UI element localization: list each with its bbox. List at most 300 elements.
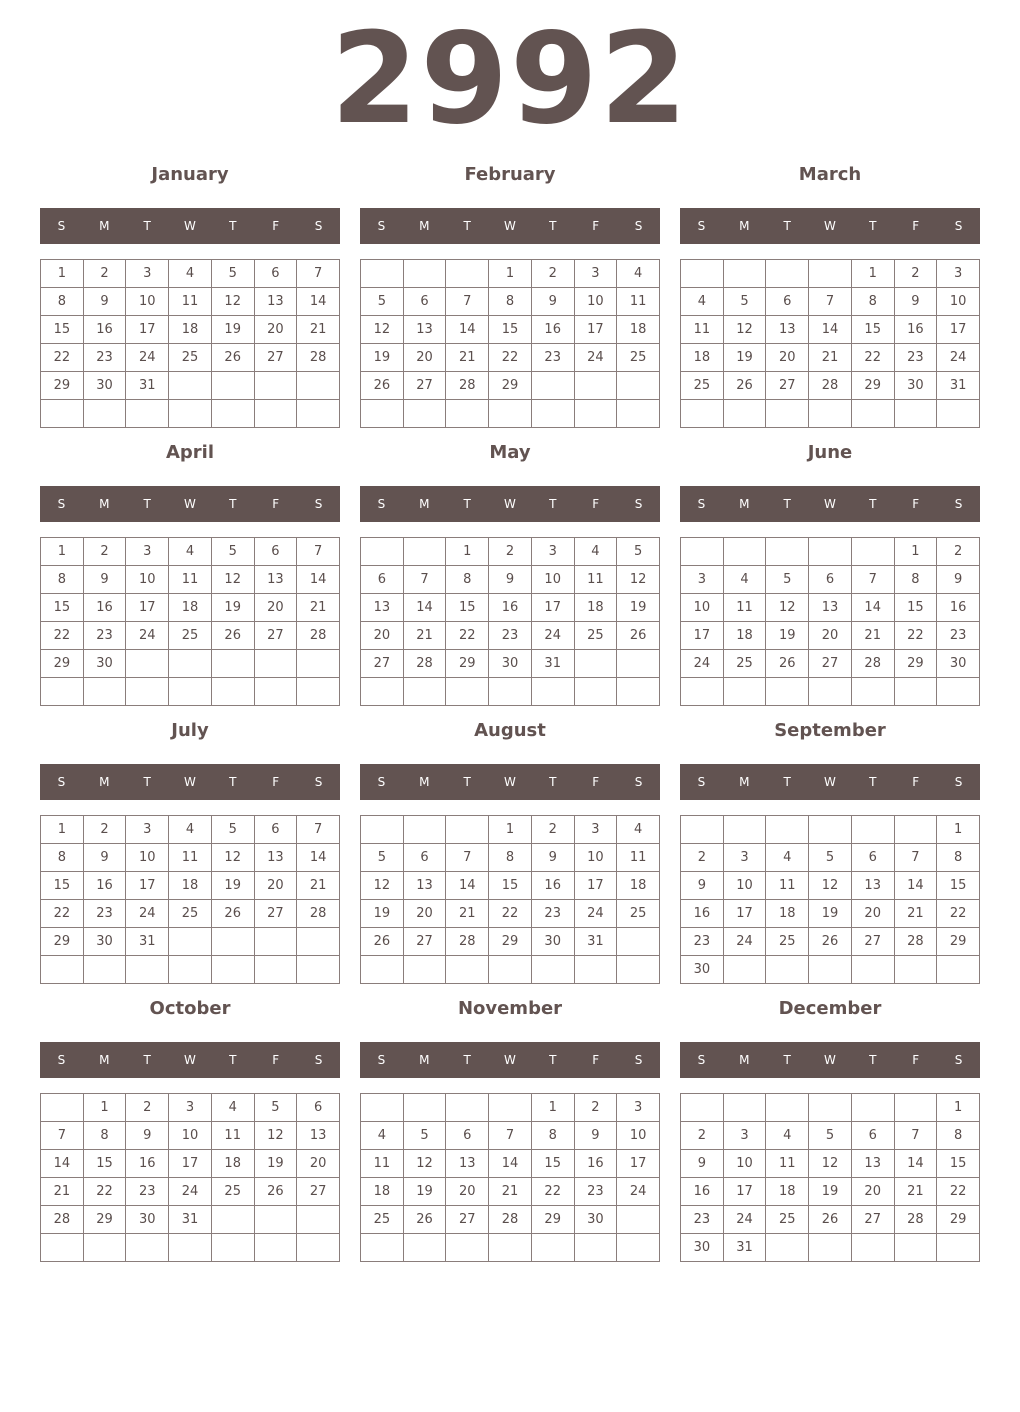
day-cell: 20 bbox=[446, 1178, 489, 1206]
empty-day-cell bbox=[84, 1234, 127, 1262]
day-cell: 20 bbox=[361, 622, 404, 650]
empty-day-cell bbox=[681, 816, 724, 844]
empty-day-cell bbox=[41, 400, 84, 428]
day-cell: 15 bbox=[446, 594, 489, 622]
empty-day-cell bbox=[766, 1234, 809, 1262]
day-cell: 22 bbox=[852, 344, 895, 372]
day-grid bbox=[680, 1093, 980, 1262]
day-cell: 4 bbox=[169, 260, 212, 288]
empty-day-cell bbox=[766, 956, 809, 984]
month-name: December bbox=[778, 998, 882, 1019]
day-cell: 8 bbox=[41, 844, 84, 872]
empty-day-cell bbox=[681, 400, 724, 428]
day-cell: 9 bbox=[532, 844, 575, 872]
day-cell: 10 bbox=[681, 594, 724, 622]
day-cell: 11 bbox=[169, 844, 212, 872]
empty-day-cell bbox=[212, 372, 255, 400]
day-cell: 2 bbox=[575, 1094, 618, 1122]
empty-day-cell bbox=[446, 816, 489, 844]
day-cell: 22 bbox=[489, 344, 532, 372]
weekday-label: W bbox=[824, 775, 836, 789]
empty-day-cell bbox=[361, 1234, 404, 1262]
day-cell: 3 bbox=[575, 260, 618, 288]
empty-day-cell bbox=[169, 928, 212, 956]
weekday-header bbox=[680, 1042, 980, 1078]
day-cell: 4 bbox=[361, 1122, 404, 1150]
weekday-label: T bbox=[783, 497, 791, 511]
weekday-label: F bbox=[272, 1053, 280, 1067]
empty-day-cell bbox=[297, 650, 340, 678]
day-cell: 24 bbox=[575, 344, 618, 372]
empty-day-cell bbox=[126, 678, 169, 706]
day-cell: 22 bbox=[937, 1178, 980, 1206]
empty-day-cell bbox=[809, 678, 852, 706]
day-cell: 10 bbox=[937, 288, 980, 316]
day-cell: 17 bbox=[169, 1150, 212, 1178]
weekday-header bbox=[360, 1042, 660, 1078]
empty-day-cell bbox=[532, 678, 575, 706]
day-cell: 1 bbox=[41, 538, 84, 566]
empty-day-cell bbox=[255, 1206, 298, 1234]
empty-day-cell bbox=[212, 956, 255, 984]
month-august bbox=[360, 716, 660, 984]
day-cell: 16 bbox=[532, 872, 575, 900]
day-cell: 2 bbox=[126, 1094, 169, 1122]
empty-day-cell bbox=[575, 956, 618, 984]
month-name: August bbox=[474, 720, 546, 741]
day-cell: 24 bbox=[575, 900, 618, 928]
empty-day-cell bbox=[255, 956, 298, 984]
empty-day-cell bbox=[84, 400, 127, 428]
weekday-label: M bbox=[739, 1053, 750, 1067]
day-cell: 11 bbox=[169, 566, 212, 594]
day-cell: 25 bbox=[361, 1206, 404, 1234]
weekday-label: S bbox=[697, 1053, 706, 1067]
day-cell: 18 bbox=[169, 872, 212, 900]
day-cell: 31 bbox=[126, 372, 169, 400]
day-cell: 6 bbox=[809, 566, 852, 594]
weekday-label: T bbox=[869, 219, 877, 233]
day-cell: 7 bbox=[297, 260, 340, 288]
day-grid bbox=[40, 537, 340, 706]
day-cell: 13 bbox=[297, 1122, 340, 1150]
day-cell: 28 bbox=[404, 650, 447, 678]
day-cell: 16 bbox=[84, 594, 127, 622]
empty-day-cell bbox=[809, 816, 852, 844]
day-grid bbox=[360, 259, 660, 428]
empty-day-cell bbox=[169, 400, 212, 428]
day-cell: 19 bbox=[809, 1178, 852, 1206]
day-cell: 21 bbox=[297, 316, 340, 344]
day-cell: 4 bbox=[169, 538, 212, 566]
day-grid bbox=[40, 259, 340, 428]
empty-day-cell bbox=[297, 372, 340, 400]
empty-day-cell bbox=[297, 678, 340, 706]
day-cell: 25 bbox=[169, 622, 212, 650]
day-cell: 15 bbox=[84, 1150, 127, 1178]
day-cell: 22 bbox=[937, 900, 980, 928]
day-cell: 28 bbox=[297, 622, 340, 650]
day-cell: 19 bbox=[809, 900, 852, 928]
day-cell: 4 bbox=[617, 816, 660, 844]
empty-day-cell bbox=[404, 956, 447, 984]
day-cell: 30 bbox=[84, 928, 127, 956]
day-cell: 18 bbox=[575, 594, 618, 622]
weekday-label: S bbox=[697, 775, 706, 789]
weekday-label: F bbox=[912, 775, 920, 789]
day-cell: 6 bbox=[852, 844, 895, 872]
empty-day-cell bbox=[446, 260, 489, 288]
empty-day-cell bbox=[297, 1234, 340, 1262]
empty-day-cell bbox=[41, 956, 84, 984]
day-cell: 9 bbox=[681, 872, 724, 900]
day-cell: 12 bbox=[212, 844, 255, 872]
day-cell: 23 bbox=[532, 344, 575, 372]
day-cell: 17 bbox=[575, 316, 618, 344]
day-cell: 28 bbox=[446, 372, 489, 400]
day-cell: 24 bbox=[169, 1178, 212, 1206]
empty-day-cell bbox=[169, 650, 212, 678]
empty-day-cell bbox=[255, 400, 298, 428]
empty-day-cell bbox=[297, 400, 340, 428]
day-cell: 30 bbox=[84, 650, 127, 678]
day-cell: 15 bbox=[41, 316, 84, 344]
day-cell: 19 bbox=[404, 1178, 447, 1206]
empty-day-cell bbox=[724, 956, 767, 984]
empty-day-cell bbox=[617, 1234, 660, 1262]
weekday-label: T bbox=[143, 775, 151, 789]
year-title: 2992 bbox=[330, 5, 690, 152]
empty-day-cell bbox=[809, 260, 852, 288]
day-cell: 10 bbox=[126, 844, 169, 872]
day-cell: 14 bbox=[446, 872, 489, 900]
day-cell: 5 bbox=[724, 288, 767, 316]
day-cell: 27 bbox=[809, 650, 852, 678]
day-cell: 29 bbox=[489, 928, 532, 956]
day-cell: 2 bbox=[937, 538, 980, 566]
weekday-label: S bbox=[634, 497, 643, 511]
weekday-label: S bbox=[314, 497, 323, 511]
empty-day-cell bbox=[446, 678, 489, 706]
weekday-label: S bbox=[314, 1053, 323, 1067]
day-cell: 26 bbox=[809, 928, 852, 956]
empty-day-cell bbox=[724, 538, 767, 566]
day-cell: 18 bbox=[724, 622, 767, 650]
day-cell: 6 bbox=[852, 1122, 895, 1150]
day-cell: 3 bbox=[724, 844, 767, 872]
day-cell: 19 bbox=[255, 1150, 298, 1178]
empty-day-cell bbox=[404, 678, 447, 706]
empty-day-cell bbox=[212, 1234, 255, 1262]
day-cell: 12 bbox=[404, 1150, 447, 1178]
day-cell: 4 bbox=[169, 816, 212, 844]
empty-day-cell bbox=[724, 260, 767, 288]
day-cell: 5 bbox=[212, 260, 255, 288]
day-cell: 18 bbox=[617, 872, 660, 900]
day-cell: 19 bbox=[212, 316, 255, 344]
empty-day-cell bbox=[84, 678, 127, 706]
day-cell: 16 bbox=[895, 316, 938, 344]
day-cell: 29 bbox=[41, 928, 84, 956]
day-cell: 28 bbox=[446, 928, 489, 956]
weekday-label: S bbox=[377, 219, 386, 233]
weekday-header bbox=[40, 764, 340, 800]
day-cell: 2 bbox=[895, 260, 938, 288]
empty-day-cell bbox=[809, 400, 852, 428]
month-january bbox=[40, 160, 340, 428]
day-cell: 18 bbox=[361, 1178, 404, 1206]
day-cell: 13 bbox=[766, 316, 809, 344]
day-cell: 5 bbox=[361, 844, 404, 872]
day-cell: 23 bbox=[84, 900, 127, 928]
day-cell: 29 bbox=[446, 650, 489, 678]
month-name: October bbox=[149, 998, 231, 1019]
day-cell: 15 bbox=[41, 872, 84, 900]
empty-day-cell bbox=[575, 400, 618, 428]
day-cell: 27 bbox=[852, 928, 895, 956]
day-cell: 25 bbox=[766, 928, 809, 956]
day-cell: 29 bbox=[41, 650, 84, 678]
day-cell: 21 bbox=[297, 872, 340, 900]
day-cell: 1 bbox=[532, 1094, 575, 1122]
day-cell: 17 bbox=[724, 900, 767, 928]
month-name: March bbox=[798, 164, 862, 185]
day-cell: 14 bbox=[297, 844, 340, 872]
day-cell: 14 bbox=[852, 594, 895, 622]
day-cell: 4 bbox=[212, 1094, 255, 1122]
day-cell: 20 bbox=[852, 900, 895, 928]
day-cell: 22 bbox=[41, 622, 84, 650]
empty-day-cell bbox=[361, 816, 404, 844]
day-cell: 3 bbox=[575, 816, 618, 844]
empty-day-cell bbox=[852, 1094, 895, 1122]
day-cell: 14 bbox=[297, 288, 340, 316]
empty-day-cell bbox=[937, 678, 980, 706]
day-cell: 16 bbox=[84, 316, 127, 344]
day-cell: 17 bbox=[126, 316, 169, 344]
day-cell: 25 bbox=[724, 650, 767, 678]
day-cell: 18 bbox=[617, 316, 660, 344]
weekday-label: T bbox=[143, 1053, 151, 1067]
day-cell: 11 bbox=[212, 1122, 255, 1150]
day-cell: 5 bbox=[617, 538, 660, 566]
month-name: June bbox=[807, 442, 853, 463]
day-cell: 29 bbox=[532, 1206, 575, 1234]
weekday-label: T bbox=[549, 219, 557, 233]
day-cell: 9 bbox=[895, 288, 938, 316]
day-cell: 19 bbox=[361, 900, 404, 928]
day-grid bbox=[360, 1093, 660, 1262]
day-cell: 14 bbox=[446, 316, 489, 344]
day-cell: 6 bbox=[255, 260, 298, 288]
day-cell: 10 bbox=[126, 288, 169, 316]
day-cell: 15 bbox=[937, 872, 980, 900]
day-cell: 17 bbox=[126, 872, 169, 900]
day-cell: 3 bbox=[126, 260, 169, 288]
day-cell: 8 bbox=[489, 844, 532, 872]
day-cell: 26 bbox=[255, 1178, 298, 1206]
day-cell: 7 bbox=[895, 1122, 938, 1150]
empty-day-cell bbox=[617, 400, 660, 428]
weekday-label: W bbox=[824, 1053, 836, 1067]
weekday-label: S bbox=[377, 775, 386, 789]
day-cell: 25 bbox=[766, 1206, 809, 1234]
day-cell: 5 bbox=[212, 538, 255, 566]
empty-day-cell bbox=[575, 1234, 618, 1262]
empty-day-cell bbox=[724, 400, 767, 428]
day-cell: 29 bbox=[895, 650, 938, 678]
weekday-label: M bbox=[739, 775, 750, 789]
day-cell: 12 bbox=[212, 288, 255, 316]
empty-day-cell bbox=[255, 372, 298, 400]
weekday-label: S bbox=[954, 497, 963, 511]
day-grid bbox=[40, 815, 340, 984]
day-cell: 7 bbox=[446, 288, 489, 316]
day-cell: 14 bbox=[489, 1150, 532, 1178]
day-cell: 20 bbox=[404, 900, 447, 928]
empty-day-cell bbox=[446, 956, 489, 984]
empty-day-cell bbox=[255, 928, 298, 956]
day-cell: 16 bbox=[681, 900, 724, 928]
empty-day-cell bbox=[404, 400, 447, 428]
day-cell: 26 bbox=[361, 372, 404, 400]
day-cell: 27 bbox=[852, 1206, 895, 1234]
day-cell: 6 bbox=[404, 288, 447, 316]
day-cell: 1 bbox=[489, 260, 532, 288]
empty-day-cell bbox=[489, 1234, 532, 1262]
month-name: November bbox=[457, 998, 563, 1019]
empty-day-cell bbox=[126, 400, 169, 428]
day-cell: 6 bbox=[297, 1094, 340, 1122]
day-cell: 22 bbox=[41, 900, 84, 928]
empty-day-cell bbox=[617, 1206, 660, 1234]
empty-day-cell bbox=[169, 956, 212, 984]
weekday-label: F bbox=[272, 775, 280, 789]
day-cell: 31 bbox=[126, 928, 169, 956]
day-cell: 1 bbox=[937, 1094, 980, 1122]
day-cell: 22 bbox=[84, 1178, 127, 1206]
weekday-label: T bbox=[869, 1053, 877, 1067]
day-cell: 31 bbox=[937, 372, 980, 400]
empty-day-cell bbox=[937, 1234, 980, 1262]
day-cell: 9 bbox=[937, 566, 980, 594]
day-cell: 26 bbox=[212, 900, 255, 928]
weekday-label: S bbox=[634, 219, 643, 233]
day-cell: 16 bbox=[84, 872, 127, 900]
day-cell: 2 bbox=[489, 538, 532, 566]
day-cell: 25 bbox=[169, 900, 212, 928]
day-cell: 26 bbox=[212, 622, 255, 650]
weekday-label: S bbox=[954, 219, 963, 233]
day-cell: 21 bbox=[489, 1178, 532, 1206]
weekday-label: T bbox=[869, 775, 877, 789]
day-cell: 24 bbox=[617, 1178, 660, 1206]
empty-day-cell bbox=[937, 400, 980, 428]
day-cell: 13 bbox=[255, 288, 298, 316]
day-cell: 26 bbox=[724, 372, 767, 400]
day-cell: 30 bbox=[895, 372, 938, 400]
month-name: April bbox=[165, 442, 215, 463]
empty-day-cell bbox=[489, 1094, 532, 1122]
empty-day-cell bbox=[937, 956, 980, 984]
day-cell: 7 bbox=[297, 816, 340, 844]
weekday-label: F bbox=[272, 497, 280, 511]
day-cell: 15 bbox=[895, 594, 938, 622]
day-cell: 23 bbox=[895, 344, 938, 372]
empty-day-cell bbox=[809, 538, 852, 566]
day-cell: 3 bbox=[126, 538, 169, 566]
day-cell: 21 bbox=[297, 594, 340, 622]
day-cell: 8 bbox=[895, 566, 938, 594]
weekday-label: S bbox=[57, 775, 66, 789]
day-cell: 31 bbox=[532, 650, 575, 678]
empty-day-cell bbox=[766, 678, 809, 706]
day-cell: 6 bbox=[255, 816, 298, 844]
day-cell: 17 bbox=[126, 594, 169, 622]
empty-day-cell bbox=[212, 1206, 255, 1234]
empty-day-cell bbox=[126, 1234, 169, 1262]
day-cell: 13 bbox=[809, 594, 852, 622]
day-cell: 7 bbox=[297, 538, 340, 566]
day-cell: 5 bbox=[212, 816, 255, 844]
day-cell: 11 bbox=[617, 288, 660, 316]
day-cell: 30 bbox=[84, 372, 127, 400]
empty-day-cell bbox=[809, 1094, 852, 1122]
day-cell: 28 bbox=[297, 344, 340, 372]
day-cell: 10 bbox=[126, 566, 169, 594]
day-cell: 27 bbox=[361, 650, 404, 678]
day-cell: 8 bbox=[852, 288, 895, 316]
empty-day-cell bbox=[212, 650, 255, 678]
day-cell: 12 bbox=[212, 566, 255, 594]
day-cell: 1 bbox=[895, 538, 938, 566]
day-cell: 16 bbox=[126, 1150, 169, 1178]
day-cell: 24 bbox=[126, 622, 169, 650]
day-cell: 17 bbox=[575, 872, 618, 900]
weekday-label: M bbox=[99, 775, 110, 789]
weekday-label: M bbox=[419, 1053, 430, 1067]
day-cell: 15 bbox=[489, 316, 532, 344]
day-cell: 23 bbox=[84, 622, 127, 650]
day-cell: 19 bbox=[361, 344, 404, 372]
day-cell: 4 bbox=[617, 260, 660, 288]
day-cell: 19 bbox=[212, 594, 255, 622]
month-september bbox=[680, 716, 980, 984]
weekday-label: S bbox=[634, 1053, 643, 1067]
day-cell: 30 bbox=[489, 650, 532, 678]
day-cell: 2 bbox=[84, 260, 127, 288]
weekday-label: M bbox=[99, 219, 110, 233]
day-cell: 25 bbox=[617, 344, 660, 372]
empty-day-cell bbox=[404, 260, 447, 288]
day-cell: 26 bbox=[404, 1206, 447, 1234]
empty-day-cell bbox=[766, 816, 809, 844]
day-cell: 11 bbox=[724, 594, 767, 622]
day-cell: 3 bbox=[724, 1122, 767, 1150]
day-cell: 10 bbox=[724, 872, 767, 900]
empty-day-cell bbox=[681, 538, 724, 566]
empty-day-cell bbox=[681, 260, 724, 288]
day-cell: 2 bbox=[84, 816, 127, 844]
day-cell: 4 bbox=[724, 566, 767, 594]
day-cell: 24 bbox=[724, 928, 767, 956]
empty-day-cell bbox=[41, 1234, 84, 1262]
day-cell: 17 bbox=[937, 316, 980, 344]
day-cell: 18 bbox=[169, 316, 212, 344]
weekday-label: F bbox=[912, 219, 920, 233]
day-cell: 14 bbox=[41, 1150, 84, 1178]
day-cell: 13 bbox=[255, 566, 298, 594]
